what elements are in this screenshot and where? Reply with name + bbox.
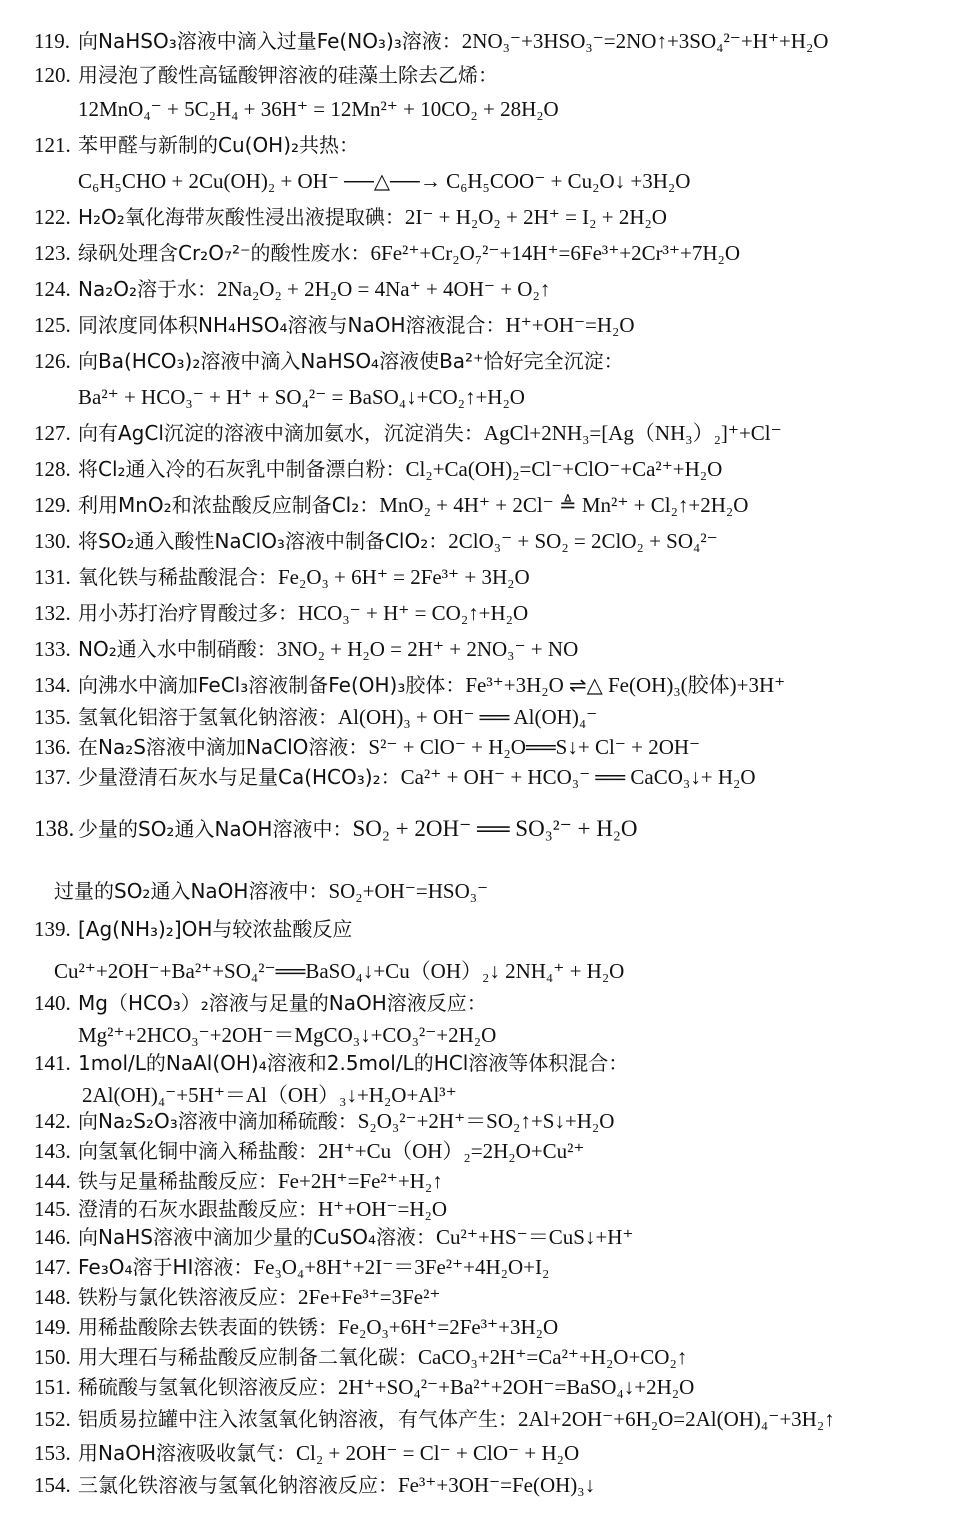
equation-line — [78, 168, 690, 194]
ionic-equation: S₂O₃²⁻+2H⁺＝SO₂↑+S↓+H₂O — [357, 1109, 615, 1133]
reaction-description: Na₂O₂溶于水： — [78, 277, 217, 301]
equation-line — [34, 528, 718, 554]
equation-line — [54, 878, 488, 904]
reaction-description: 用小苏打治疗胃酸过多： — [78, 601, 298, 625]
equation-line — [34, 816, 637, 842]
ionic-equation: 2Fe+Fe³⁺=3Fe²⁺ — [298, 1285, 441, 1309]
item-number: 123. — [34, 241, 71, 265]
ionic-equation: CaCO₃+2H⁺=Ca²⁺+H₂O+CO₂↑ — [418, 1345, 688, 1369]
item-number: 130. — [34, 529, 71, 553]
equation-line — [34, 1472, 595, 1498]
item-number: 149. — [34, 1315, 71, 1339]
reaction-description: 铝质易拉罐中注入浓氢氧化钠溶液，有气体产生： — [78, 1407, 518, 1431]
item-number: 121. — [34, 133, 71, 157]
item-number: 138. — [34, 816, 75, 841]
equation-line — [34, 600, 528, 626]
ionic-equation: 2Na₂O₂ + 2H₂O = 4Na⁺ + 4OH⁻ + O₂↑ — [217, 277, 551, 301]
ionic-equation: AgCl+2NH₃=[Ag（NH₃）₂]⁺+Cl⁻ — [483, 421, 782, 445]
reaction-description: 氧化铁与稀盐酸混合： — [78, 565, 278, 589]
equation-line — [34, 990, 487, 1016]
ionic-equation: 2NO₃⁻+3HSO₃⁻=2NO↑+3SO₄²⁻+H⁺+H₂O — [461, 29, 829, 53]
reaction-description: H₂O₂氧化海带灰酸性浸出液提取碘： — [78, 205, 405, 229]
equation-line — [34, 204, 667, 230]
item-number: 126. — [34, 349, 71, 373]
item-number: 119. — [34, 29, 70, 53]
item-number: 139. — [34, 917, 71, 941]
ionic-equation: Cu²⁺+HS⁻＝CuS↓+H⁺ — [436, 1225, 634, 1249]
ionic-equation: SO₂+OH⁻=HSO₃⁻ — [328, 879, 489, 903]
reaction-description: 向有AgCl沉淀的溶液中滴加氨水，沉淀消失： — [78, 421, 484, 445]
equation-line — [78, 1022, 496, 1048]
reaction-description: 三氯化铁溶液与氢氧化钠溶液反应： — [78, 1473, 398, 1497]
ionic-equation: Ca²⁺ + OH⁻ + HCO₃⁻ ══ CaCO₃↓+ H₂O — [400, 765, 756, 789]
item-number: 150. — [34, 1345, 71, 1369]
equation-line — [34, 312, 635, 338]
equation-line — [34, 276, 550, 302]
item-number: 128. — [34, 457, 71, 481]
reaction-description: Fe₃O₄溶于HI溶液： — [78, 1255, 254, 1279]
item-number: 134. — [34, 673, 71, 697]
equation-line — [34, 916, 352, 942]
equation-line — [34, 704, 597, 730]
item-number: 148. — [34, 1285, 71, 1309]
item-number: 132. — [34, 601, 71, 625]
equation-line — [34, 1344, 687, 1370]
equation-line — [34, 1168, 443, 1194]
reaction-description: 用大理石与稀盐酸反应制备二氧化碳： — [78, 1345, 418, 1369]
reaction-description: 少量的SO₂通入NaOH溶液中： — [78, 817, 353, 841]
ionic-equation: 6Fe²⁺+Cr₂O₇²⁻+14H⁺=6Fe³⁺+2Cr³⁺+7H₂O — [370, 241, 740, 265]
ionic-equation: 2ClO₃⁻ + SO₂ = 2ClO₂ + SO₄²⁻ — [448, 529, 718, 553]
reaction-description: 用浸泡了酸性高锰酸钾溶液的硅藻土除去乙烯： — [78, 63, 498, 87]
equation-line — [34, 456, 722, 482]
equation-line — [34, 1196, 447, 1222]
item-number: 137. — [34, 765, 71, 789]
reaction-description: 向Ba(HCO₃)₂溶液中滴入NaHSO₄溶液使Ba²⁺恰好完全沉淀： — [78, 349, 624, 373]
ionic-equation: Cu²⁺+2OH⁻+Ba²⁺+SO₄²⁻══BaSO₄↓+Cu（OH）₂↓ 2NH₄⁺ + H₂O — [54, 959, 625, 983]
equation-line — [34, 1050, 628, 1076]
equation-line — [34, 1440, 579, 1466]
ionic-equation: MnO₂ + 4H⁺ + 2Cl⁻ ≜ Mn²⁺ + Cl₂↑+2H₂O — [379, 493, 749, 517]
equation-line — [34, 672, 785, 698]
reaction-description: 同浓度同体积NH₄HSO₄溶液与NaOH溶液混合： — [78, 313, 506, 337]
ionic-equation: Cl₂+Ca(OH)₂=Cl⁻+ClO⁻+Ca²⁺+H₂O — [405, 457, 723, 481]
equation-line — [34, 1138, 584, 1164]
ionic-equation: 2Al(OH)₄⁻+5H⁺＝Al（OH）₃↓+H₂O+Al³⁺ — [82, 1083, 457, 1107]
equation-line — [34, 1254, 549, 1280]
reaction-description: 苯甲醛与新制的Cu(OH)₂共热： — [78, 133, 360, 157]
ionic-equation: Fe₂O₃+6H⁺=2Fe³⁺+3H₂O — [338, 1315, 559, 1339]
item-number: 152. — [34, 1407, 71, 1431]
reaction-description: 将Cl₂通入冷的石灰乳中制备漂白粉： — [78, 457, 406, 481]
item-number: 135. — [34, 705, 71, 729]
equation-line — [34, 564, 530, 590]
equation-line — [54, 958, 624, 984]
ionic-equation: H⁺+OH⁻=H₂O — [318, 1197, 448, 1221]
ionic-equation: S²⁻ + ClO⁻ + H₂O══S↓+ Cl⁻ + 2OH⁻ — [368, 735, 701, 759]
item-number: 151. — [34, 1375, 71, 1399]
equation-line — [34, 1406, 835, 1432]
item-number: 122. — [34, 205, 71, 229]
item-number: 142. — [34, 1109, 71, 1133]
item-number: 129. — [34, 493, 71, 517]
equation-line — [78, 96, 559, 122]
equation-line — [34, 1284, 440, 1310]
reaction-description: 利用MnO₂和浓盐酸反应制备Cl₂： — [78, 493, 380, 517]
item-number: 133. — [34, 637, 71, 661]
reaction-description: 向NaHSO₃溶液中滴入过量Fe(NO₃)₃溶液： — [78, 29, 462, 53]
reaction-description: 将SO₂通入酸性NaClO₃溶液中制备ClO₂： — [78, 529, 449, 553]
reaction-description: 向NaHS溶液中滴加少量的CuSO₄溶液： — [78, 1225, 437, 1249]
ionic-equation: Fe₃O₄+8H⁺+2I⁻＝3Fe²⁺+4H₂O+I₂ — [253, 1255, 550, 1279]
reaction-description: 氢氧化铝溶于氢氧化钠溶液： — [78, 705, 338, 729]
reaction-description: 铁与足量稀盐酸反应： — [78, 1169, 278, 1193]
reaction-description: 1mol/L的NaAl(OH)₄溶液和2.5mol/L的HCl溶液等体积混合： — [78, 1051, 629, 1075]
reaction-description: 用稀盐酸除去铁表面的铁锈： — [78, 1315, 338, 1339]
reaction-description: 少量澄清石灰水与足量Ca(HCO₃)₂： — [78, 765, 401, 789]
ionic-equation: SO₂ + 2OH⁻ ══ SO₃²⁻ + H₂O — [352, 816, 638, 841]
reaction-description: 用NaOH溶液吸收氯气： — [78, 1441, 296, 1465]
ionic-equation: Fe³⁺+3OH⁻=Fe(OH)₃↓ — [398, 1473, 596, 1497]
item-number: 154. — [34, 1473, 71, 1497]
reaction-description: 向氢氧化铜中滴入稀盐酸： — [78, 1139, 318, 1163]
equation-line — [34, 420, 782, 446]
item-number: 145. — [34, 1197, 71, 1221]
ionic-equation: 3NO₂ + H₂O = 2H⁺ + 2NO₃⁻ + NO — [276, 637, 579, 661]
equation-line — [34, 492, 748, 518]
equation-line — [34, 1314, 558, 1340]
equation-line — [34, 1108, 614, 1134]
reaction-description: 过量的SO₂通入NaOH溶液中： — [54, 879, 329, 903]
item-number: 153. — [34, 1441, 71, 1465]
reaction-description: 稀硫酸与氢氧化钡溶液反应： — [78, 1375, 338, 1399]
reaction-description: Mg（HCO₃）₂溶液与足量的NaOH溶液反应： — [78, 991, 487, 1015]
item-number: 140. — [34, 991, 71, 1015]
equation-line — [34, 636, 578, 662]
ionic-equation: Fe+2H⁺=Fe²⁺+H₂↑ — [278, 1169, 443, 1193]
reaction-description: 向沸水中滴加FeCl₃溶液制备Fe(OH)₃胶体： — [78, 673, 466, 697]
item-number: 144. — [34, 1169, 71, 1193]
equation-line — [34, 132, 359, 158]
item-number: 127. — [34, 421, 71, 445]
reaction-description: 在Na₂S溶液中滴加NaClO溶液： — [78, 735, 369, 759]
ionic-equation: Al(OH)₃ + OH⁻ ══ Al(OH)₄⁻ — [338, 705, 598, 729]
ionic-equation: 2H⁺+SO₄²⁻+Ba²⁺+2OH⁻=BaSO₄↓+2H₂O — [338, 1375, 695, 1399]
equation-line — [34, 764, 756, 790]
reaction-description: 向Na₂S₂O₃溶液中滴加稀硫酸： — [78, 1109, 358, 1133]
item-number: 120. — [34, 63, 71, 87]
equation-line — [34, 734, 700, 760]
reaction-description: 铁粉与氯化铁溶液反应： — [78, 1285, 298, 1309]
equation-line — [34, 28, 828, 54]
ionic-equation: 12MnO₄⁻ + 5C₂H₄ + 36H⁺ = 12Mn²⁺ + 10CO₂ + 28H₂O — [78, 97, 559, 121]
ionic-equation: Ba²⁺ + HCO₃⁻ + H⁺ + SO₄²⁻ = BaSO₄↓+CO₂↑+H₂O — [78, 385, 525, 409]
ionic-equation: 2I⁻ + H₂O₂ + 2H⁺ = I₂ + 2H₂O — [404, 205, 667, 229]
ionic-equation: Mg²⁺+2HCO₃⁻+2OH⁻＝MgCO₃↓+CO₃²⁻+2H₂O — [78, 1023, 497, 1047]
reaction-description: [Ag(NH₃)₂]OH与较浓盐酸反应 — [78, 917, 353, 941]
ionic-equation: 2H⁺+Cu（OH）₂=2H₂O+Cu²⁺ — [318, 1139, 585, 1163]
ionic-equation: Fe³⁺+3H₂O ⇌△ Fe(OH)₃(胶体)+3H⁺ — [465, 673, 786, 697]
ionic-equation: H⁺+OH⁻=H₂O — [505, 313, 635, 337]
equation-line — [34, 62, 498, 88]
reaction-description: 绿矾处理含Cr₂O₇²⁻的酸性废水： — [78, 241, 371, 265]
item-number: 125. — [34, 313, 71, 337]
ionic-equation: HCO₃⁻ + H⁺ = CO₂↑+H₂O — [298, 601, 529, 625]
item-number: 136. — [34, 735, 71, 759]
ionic-equation: Cl₂ + 2OH⁻ = Cl⁻ + ClO⁻ + H₂O — [296, 1441, 580, 1465]
ionic-equation: 2Al+2OH⁻+6H₂O=2Al(OH)₄⁻+3H₂↑ — [518, 1407, 835, 1431]
equation-line — [82, 1082, 457, 1108]
reaction-description: 澄清的石灰水跟盐酸反应： — [78, 1197, 318, 1221]
equation-line — [34, 348, 624, 374]
item-number: 146. — [34, 1225, 71, 1249]
ionic-equation: C₆H₅CHO + 2Cu(OH)₂ + OH⁻ ──△──→ C₆H₅COO⁻ + Cu₂O↓ +3H₂O — [78, 169, 691, 193]
equation-line — [34, 240, 740, 266]
item-number: 141. — [34, 1051, 71, 1075]
item-number: 143. — [34, 1139, 71, 1163]
equation-line — [34, 1374, 694, 1400]
equation-line — [34, 1224, 634, 1250]
item-number: 147. — [34, 1255, 71, 1279]
ionic-equation: Fe₂O₃ + 6H⁺ = 2Fe³⁺ + 3H₂O — [278, 565, 530, 589]
equation-line — [78, 384, 525, 410]
item-number: 131. — [34, 565, 71, 589]
reaction-description: NO₂通入水中制硝酸： — [78, 637, 277, 661]
item-number: 124. — [34, 277, 71, 301]
